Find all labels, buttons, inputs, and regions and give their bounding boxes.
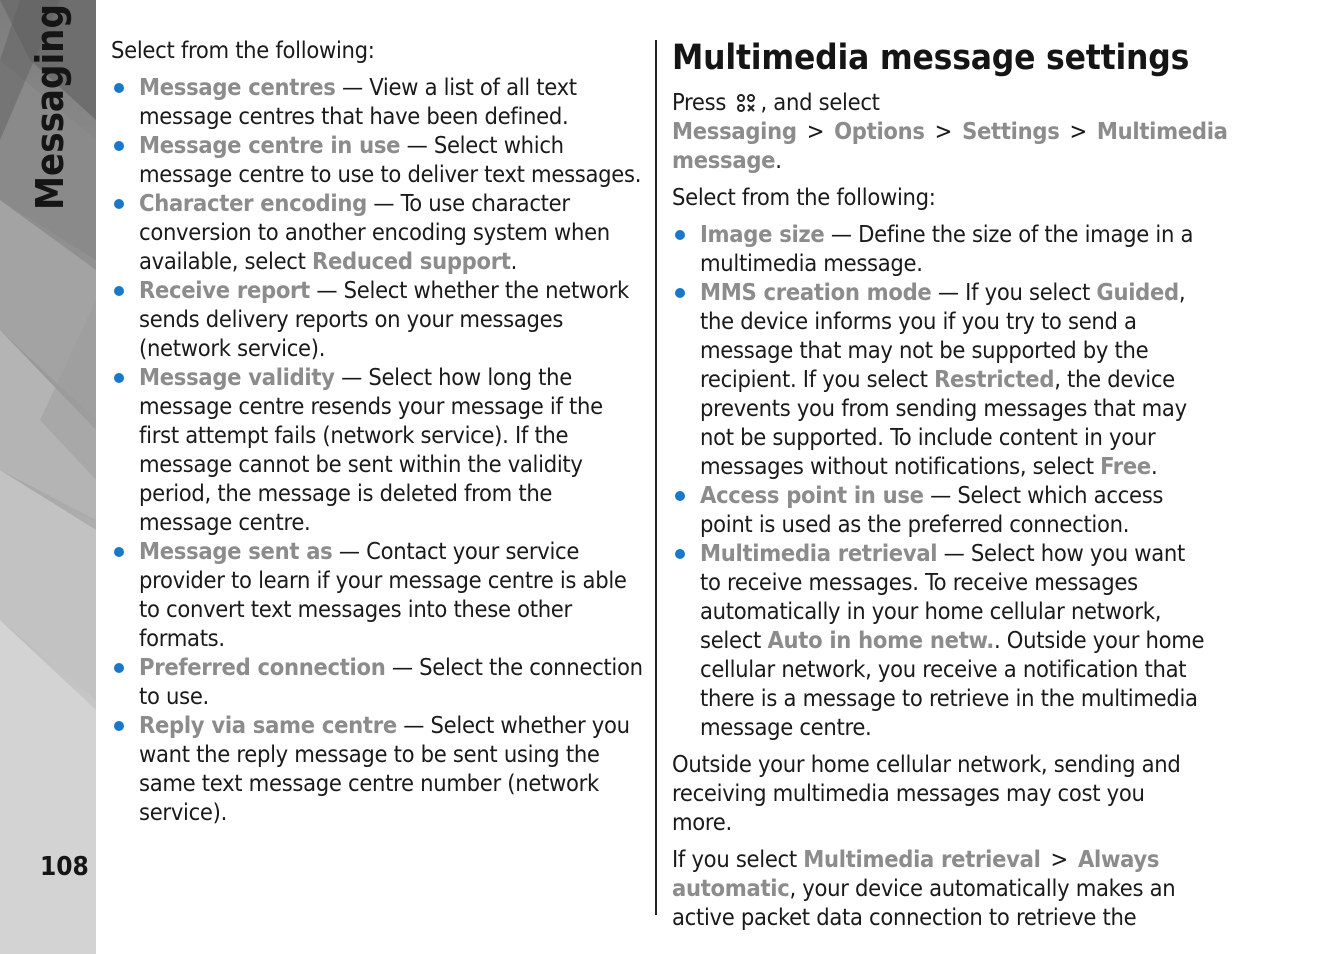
page-number: 108 <box>40 852 89 882</box>
right-option-list <box>672 220 1208 742</box>
press-instruction <box>672 88 1228 175</box>
option-desc: — Select which access point is used as the preferred connection. <box>700 481 1164 538</box>
option-desc: , the device prevents you from sending messages that may not be supported. To include content in your messages without notifications, select <box>700 365 1187 480</box>
bullet-icon <box>114 286 124 296</box>
menu-path-always-automatic: Always automatic <box>672 845 1160 902</box>
option-desc: . Outside your home cellular network, you receive a notification that there is a message to retrieve in the multimedia message centre. <box>700 626 1205 741</box>
left-option-list <box>111 73 647 827</box>
bullet-icon <box>675 491 685 501</box>
bullet-icon <box>114 547 124 557</box>
list-item <box>111 276 647 363</box>
note-rest: , your device automatically makes an active packet data connection to retrieve the <box>672 874 1176 931</box>
option-desc: — Select which message centre to use to deliver text messages. <box>139 131 642 188</box>
option-desc: — Select how you want to receive messages. To receive messages automatically in your home cellular network, select <box>700 539 1185 654</box>
option-term: Image size <box>700 220 825 248</box>
option-desc: — View a list of all text message centres that have been defined. <box>139 73 577 130</box>
press-pre: Press <box>672 88 727 116</box>
option-term: Access point in use <box>700 481 924 509</box>
left-intro: Select from the following: <box>111 36 375 64</box>
bullet-icon <box>114 373 124 383</box>
option-value: Restricted <box>934 365 1055 393</box>
bullet-icon <box>675 549 685 559</box>
option-desc: — Select whether the network sends delivery reports on your messages (network service). <box>139 276 629 362</box>
list-item <box>672 539 1208 742</box>
list-item <box>672 481 1208 539</box>
option-term: Preferred connection <box>139 653 386 681</box>
option-term: Message centre in use <box>139 131 401 159</box>
section-heading: Multimedia message settings <box>672 38 1190 78</box>
menu-path-messaging: Messaging <box>672 117 797 145</box>
list-item <box>111 131 647 189</box>
menu-key-icon <box>734 91 758 115</box>
right-column <box>672 36 1228 940</box>
list-item <box>111 189 647 276</box>
option-desc: — Select the connection to use. <box>139 653 643 710</box>
path-separator: > <box>1050 845 1068 873</box>
option-term: Multimedia retrieval <box>700 539 938 567</box>
option-term: Character encoding <box>139 189 367 217</box>
option-desc: — Define the size of the image in a multimedia message. <box>700 220 1194 277</box>
menu-path-options: Options <box>834 117 925 145</box>
option-term: Message sent as <box>139 537 333 565</box>
column-divider <box>655 40 657 915</box>
sidebar <box>0 0 96 954</box>
menu-path-multimedia-retrieval: Multimedia retrieval <box>803 845 1041 873</box>
option-desc: — Select how long the message centre resends your message if the first attempt fails (network service). If the message cannot be sent within the validity period, the message is deleted from the message centre. <box>139 363 603 536</box>
option-term: MMS creation mode <box>700 278 932 306</box>
option-tail: . <box>1150 452 1158 480</box>
option-value: Free <box>1100 452 1151 480</box>
list-item <box>111 537 647 653</box>
bullet-icon <box>114 83 124 93</box>
option-desc: — Contact your service provider to learn if your message centre is able to convert text messages into these other formats. <box>139 537 627 652</box>
menu-path-settings: Settings <box>962 117 1060 145</box>
list-item <box>111 363 647 537</box>
retrieval-note <box>672 845 1208 932</box>
list-item <box>672 220 1208 278</box>
section-title: Messaging <box>28 4 72 210</box>
option-desc: — Select whether you want the reply message to be sent using the same text message centre number (network service). <box>139 711 630 826</box>
bullet-icon <box>114 721 124 731</box>
bullet-icon <box>114 141 124 151</box>
option-desc: — To use character conversion to another encoding system when available, select <box>139 189 610 275</box>
left-column <box>111 36 647 835</box>
path-separator: > <box>806 117 825 145</box>
bullet-icon <box>675 288 685 298</box>
option-value: Reduced support <box>312 247 511 275</box>
option-value: Guided <box>1096 278 1179 306</box>
path-separator: > <box>1069 117 1087 145</box>
path-separator: > <box>934 117 953 145</box>
bullet-icon <box>114 663 124 673</box>
bullet-icon <box>114 199 124 209</box>
option-value: Auto in home netw. <box>767 626 994 654</box>
option-tail: . <box>510 247 518 275</box>
list-item <box>672 278 1208 481</box>
cost-note: Outside your home cellular network, sending and receiving multimedia messages may cost you more. <box>672 750 1181 836</box>
option-term: Message validity <box>139 363 335 391</box>
press-end: . <box>775 146 782 174</box>
list-item <box>111 711 647 827</box>
option-term: Receive report <box>139 276 310 304</box>
menu-path-multimedia-message: Multimedia message <box>672 117 1228 174</box>
option-desc: — If you select <box>931 278 1097 306</box>
bullet-icon <box>675 230 685 240</box>
right-intro: Select from the following: <box>672 183 936 211</box>
note-pre: If you select <box>672 845 797 873</box>
list-item <box>111 73 647 131</box>
option-desc: , the device informs you if you try to send a message that may not be supported by the recipient. If you select <box>700 278 1186 393</box>
list-item <box>111 653 647 711</box>
press-mid: , and select <box>760 88 880 116</box>
option-term: Reply via same centre <box>139 711 397 739</box>
option-term: Message centres <box>139 73 336 101</box>
